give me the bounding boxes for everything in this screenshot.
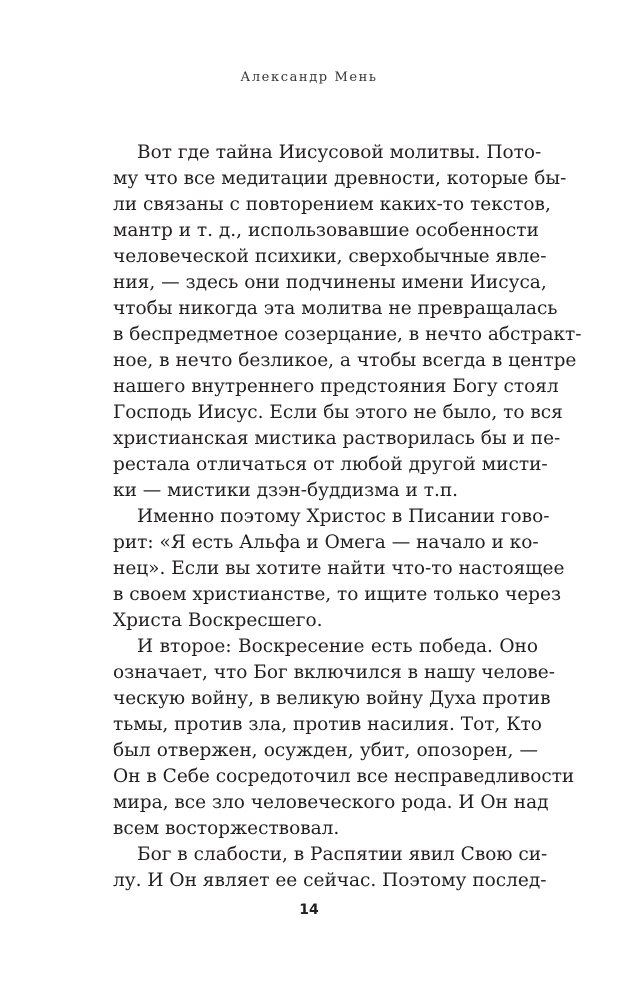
text-line: мантр и т. д., использовавшие особенности [113, 220, 539, 241]
text-line: му что все медитации древности, которые бы- [113, 168, 567, 189]
text-line: ное, в нечто безликое, а чтобы всегда в центре [113, 350, 577, 371]
text-line: ки — мистики дзэн-буддизма и т.п. [113, 480, 459, 501]
body-text [113, 140, 582, 894]
text-line: рит: «Я есть Альфа и Омега — начало и ко- [113, 532, 539, 553]
text-line: Вот где тайна Иисусовой молитвы. Пото- [137, 142, 542, 163]
paragraph [113, 842, 548, 894]
text-line: нец». Если вы хотите найти что-то настоящее [113, 558, 565, 579]
text-line: в своем христианстве, то ищите только через [113, 584, 562, 605]
text-line: Именно поэтому Христос в Писании гово- [137, 506, 550, 527]
paragraph [113, 634, 575, 842]
text-line: христианская мистика растворилась бы и пе- [113, 428, 561, 449]
text-line: Христа Воскресшего. [113, 610, 323, 631]
page-number: 14 [299, 902, 319, 918]
text-line: рестала отличаться от любой другой мисти- [113, 454, 548, 475]
paragraph [113, 140, 582, 504]
text-line: чтобы никогда эта молитва не превращалась [113, 298, 558, 319]
text-line: ческую войну, в великую войну Духа против [113, 688, 551, 709]
text-line: Господь Иисус. Если бы этого не было, то вся [113, 402, 563, 423]
text-line: был отвержен, осужден, убит, опозорен, — [113, 740, 538, 761]
text-line: лу. И Он являет ее сейчас. Поэтому послед- [113, 870, 547, 891]
text-line: И второе: Воскресение есть победа. Оно [137, 636, 538, 657]
paragraph [113, 504, 565, 634]
text-line: Бог в слабости, в Распятии явил Свою си- [137, 844, 548, 865]
text-line: нашего внутреннего предстояния Богу стоял [113, 376, 559, 397]
text-line: мира, все зло человеческого рода. И Он над [113, 792, 549, 813]
text-line: ния, — здесь они подчинены имени Иисуса, [113, 272, 547, 293]
text-line: означает, что Бог включился в нашу челове- [113, 662, 555, 683]
text-line: в беспредметное созерцание, в нечто абстракт- [113, 324, 582, 345]
text-line: тьмы, против зла, против насилия. Тот, Кто [113, 714, 542, 735]
text-line: человеческой психики, сверхобычные явле- [113, 246, 547, 267]
text-line: всем восторжествовал. [113, 818, 340, 839]
text-line: Он в Себе сосредоточил все несправедливости [113, 766, 575, 787]
text-line: ли связаны с повторением каких-то текстов, [113, 194, 551, 215]
running-header: Александр Мень [240, 70, 378, 85]
